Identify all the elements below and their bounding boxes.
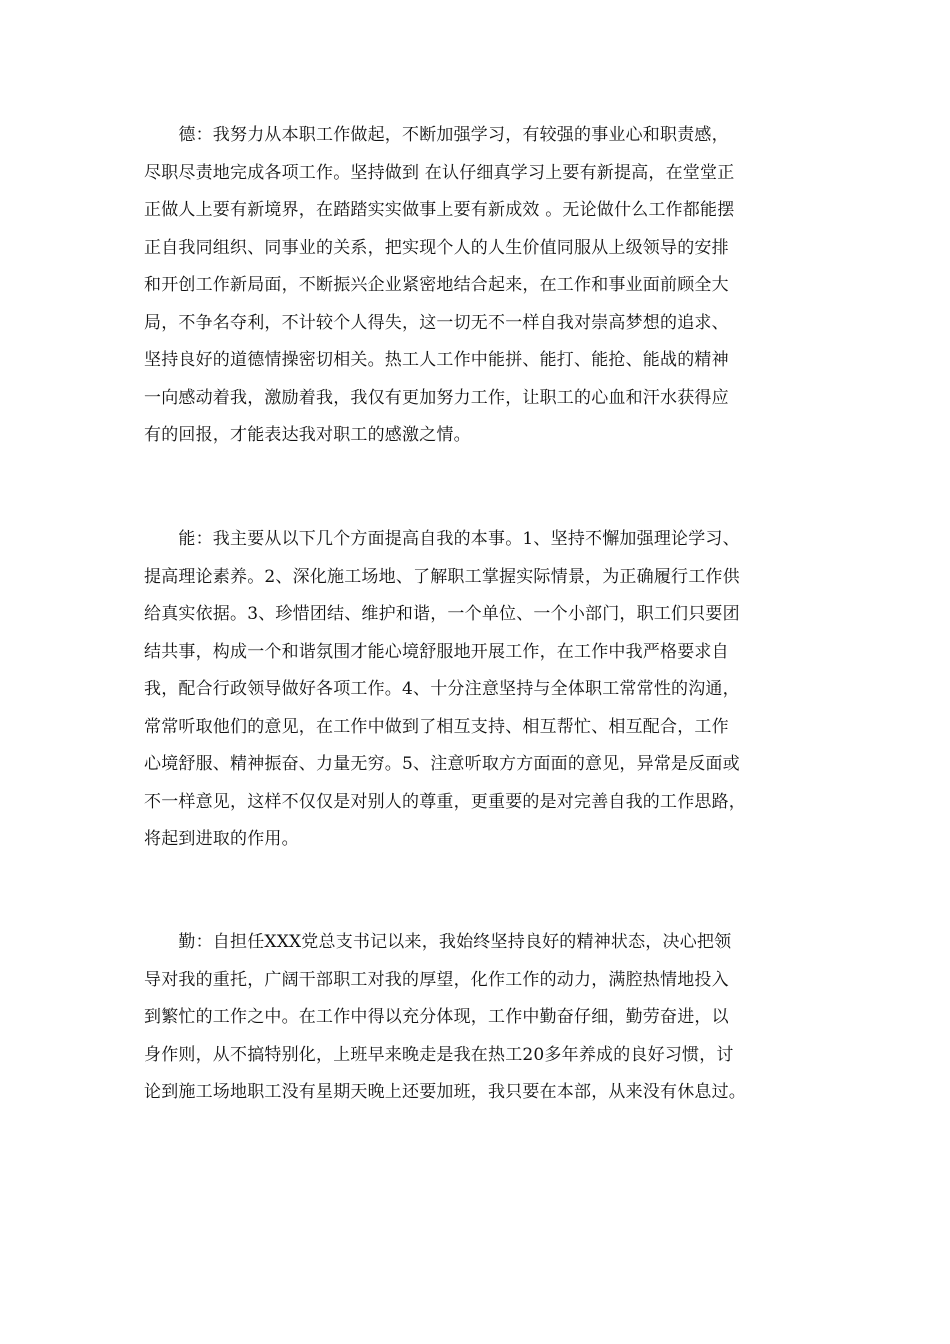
text-line: 局，不争名夺利，不计较个人得失，这一切无不一样自我对崇高梦想的追求、: [144, 312, 729, 333]
paragraph-neng: [144, 521, 814, 859]
text-line: 给真实依据。3、珍惜团结、维护和谐，一个单位、一个小部门，职工们只要团: [144, 604, 740, 624]
text-line: 提高理论素养。2、深化施工场地、了解职工掌握实际情景，为正确履行工作供: [144, 566, 740, 587]
paragraph-de: [144, 117, 814, 455]
text-line: 身作则，从不搞特别化，上班早来晚走是我在热工20多年养成的良好习惯，讨: [144, 1044, 734, 1065]
text-line: 心境舒服、精神振奋、力量无穷。5、注意听取方方面面的意见，异常是反面或: [144, 754, 740, 774]
text-line: 结共事，构成一个和谐氛围才能心境舒服地开展工作，在工作中我严格要求自: [144, 641, 729, 662]
text-line: 能：我主要从以下几个方面提高自我的本事。1、坚持不懈加强理论学习、: [144, 529, 740, 549]
text-line: 德：我努力从本职工作做起，不断加强学习，有较强的事业心和职责感，: [144, 125, 729, 145]
text-line: 到繁忙的工作之中。在工作中得以充分体现，工作中勤奋仔细，勤劳奋进，以: [144, 1007, 729, 1027]
text-line: 正做人上要有新境界，在踏踏实实做事上要有新成效 。无论做什么工作都能摆: [144, 200, 735, 220]
text-line: 尽职尽责地完成各项工作。坚持做到 在认仔细真学习上要有新提高，在堂堂正: [144, 162, 735, 183]
text-line: 坚持良好的道德情操密切相关。热工人工作中能拼、能打、能抢、能战的精神: [144, 350, 729, 370]
text-line: 将起到进取的作用。: [144, 829, 299, 849]
text-line: 不一样意见，这样不仅仅是对别人的尊重，更重要的是对完善自我的工作思路，: [144, 791, 746, 812]
paragraph-qin: [144, 924, 814, 1112]
text-line: 导对我的重托，广阔干部职工对我的厚望，化作工作的动力，满腔热情地投入: [144, 969, 729, 990]
text-line: 我，配合行政领导做好各项工作。4、十分注意坚持与全体职工常常性的沟通，: [144, 679, 740, 699]
text-line: 一向感动着我，激励着我，我仅有更加努力工作，让职工的心血和汗水获得应: [144, 387, 729, 408]
text-line: 常常听取他们的意见，在工作中做到了相互支持、相互帮忙、相互配合，工作: [144, 716, 729, 737]
text-line: 勤：自担任XXX党总支书记以来，我始终坚持良好的精神状态，决心把领: [144, 932, 732, 952]
text-line: 和开创工作新局面，不断振兴企业紧密地结合起来，在工作和事业面前顾全大: [144, 275, 729, 295]
text-line: 论到施工场地职工没有星期天晚上还要加班，我只要在本部，从来没有休息过。: [144, 1082, 746, 1102]
text-line: 正自我同组织、同事业的关系，把实现个人的人生价值同服从上级领导的安排: [144, 237, 729, 258]
text-line: 有的回报，才能表达我对职工的感激之情。: [144, 425, 471, 445]
